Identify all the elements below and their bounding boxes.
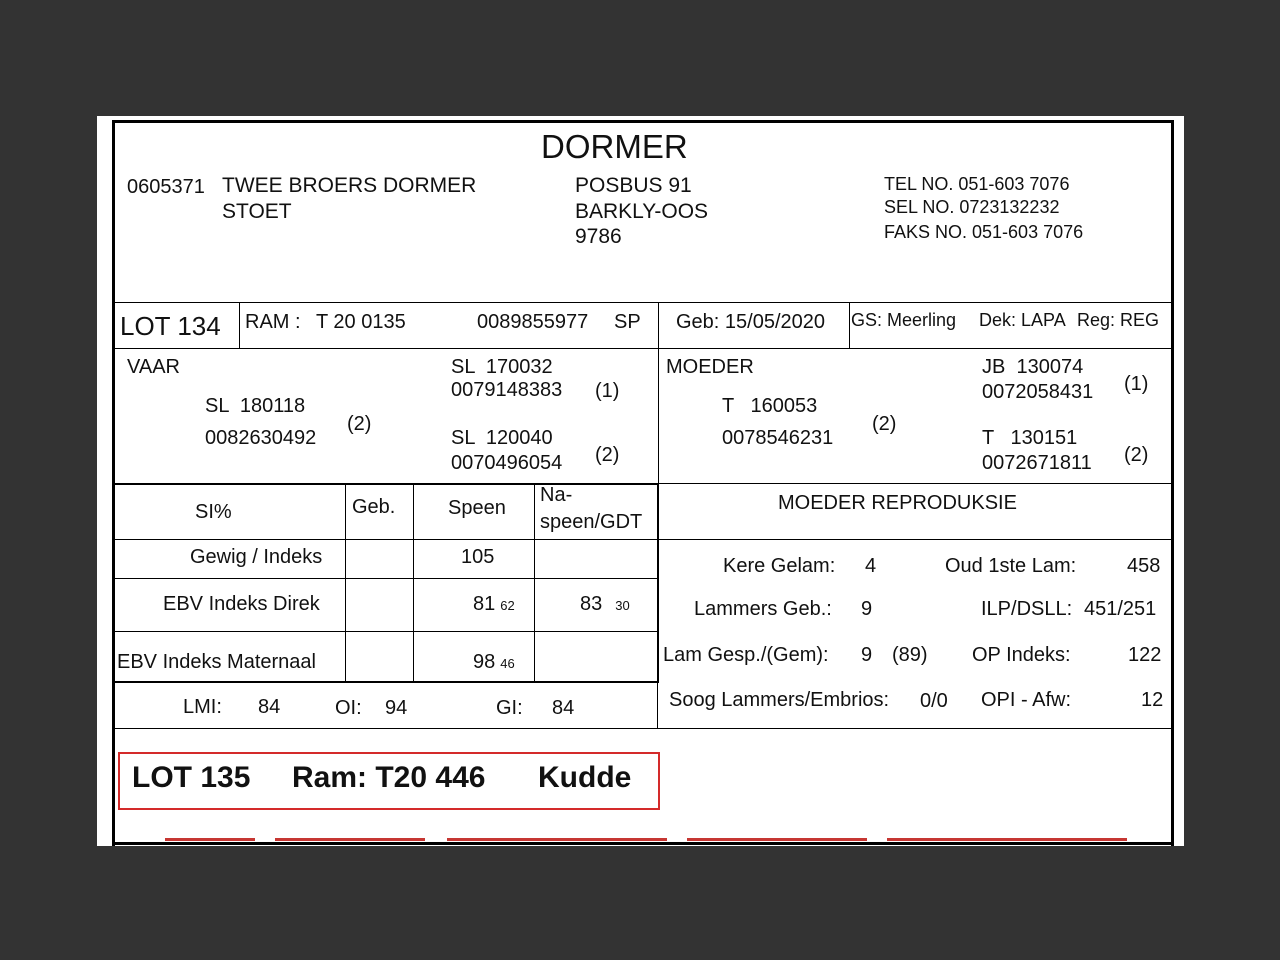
sire-progeny-count: (2) — [347, 413, 372, 435]
row-maternaal-speen-value: 98 — [473, 651, 496, 673]
dam-sire-reg-no: 0072058431 — [982, 381, 1094, 403]
sire-dam-id: SL 120040 — [451, 427, 553, 449]
op-label: OP Indeks: — [972, 644, 1071, 666]
lot-row-bottom-line — [114, 348, 1172, 349]
contact-tel: TEL NO. 051-603 7076 — [884, 174, 1070, 194]
op-value: 122 — [1128, 644, 1162, 666]
perf-header-line — [114, 539, 658, 540]
dam-reg-no: 0078546231 — [722, 427, 834, 449]
frame-top — [113, 120, 1172, 123]
breeder-name-2: STOET — [222, 200, 292, 223]
moeder-label: MOEDER — [666, 356, 754, 378]
birth-date: Geb: 15/05/2020 — [676, 311, 826, 333]
address-line-3: 9786 — [575, 225, 622, 248]
row-direk-speen — [473, 594, 515, 614]
ilp-label: ILP/DSLL: — [981, 598, 1073, 620]
ram-reg-no: 0089855977 — [477, 311, 589, 333]
perf-table-top — [114, 483, 659, 485]
repro-title: MOEDER REPRODUKSIE — [778, 492, 1017, 514]
next-lot-type: Kudde — [538, 761, 632, 794]
gesp-label: Lam Gesp./(Gem): — [663, 644, 829, 666]
lot-row-top-line — [114, 302, 1172, 303]
soog-label: Soog Lammers/Embrios: — [669, 689, 890, 711]
row-direk-speen-value: 81 — [473, 593, 496, 615]
sire-sire-id: SL 170032 — [451, 356, 553, 378]
ram-grade: SP — [614, 311, 641, 333]
perf-col-1 — [345, 484, 346, 682]
indices-divider — [657, 682, 658, 728]
reg-field: Reg: REG — [1077, 310, 1160, 330]
oud-value: 458 — [1127, 555, 1161, 577]
perf-table-bottom — [114, 681, 659, 683]
sire-dam-reg-no: 0070496054 — [451, 452, 563, 474]
lot-divider-1 — [239, 302, 240, 348]
next-lot-number: LOT 135 — [132, 761, 251, 794]
vaar-label: VAAR — [127, 356, 180, 378]
sire-id: SL 180118 — [205, 395, 306, 417]
contact-fax: FAKS NO. 051-603 7076 — [884, 222, 1084, 242]
lot-divider-3 — [849, 302, 850, 348]
kere-label: Kere Gelam: — [723, 555, 836, 577]
sire-dam-count: (2) — [595, 444, 620, 466]
oi-label: OI: — [335, 697, 362, 719]
row-label-gewig: Gewig / Indeks — [190, 546, 323, 568]
ram-label: RAM : — [245, 311, 301, 333]
naspeen-header-1: Na- — [540, 484, 573, 506]
repro-top-line — [659, 483, 1172, 484]
dam-id: T 160053 — [722, 395, 818, 417]
dam-dam-count: (2) — [1124, 444, 1149, 466]
speen-header: Speen — [448, 497, 506, 519]
gi-value: 84 — [552, 697, 575, 719]
dam-sire-count: (1) — [1124, 373, 1149, 395]
sire-sire-count: (1) — [595, 380, 620, 402]
next-lot-ram: Ram: T20 446 — [292, 761, 486, 794]
oi-value: 94 — [385, 697, 408, 719]
row-direk-naspeen-accuracy: 30 — [615, 598, 630, 613]
address-line-2: BARKLY-OOS — [575, 200, 709, 223]
breeder-number: 0605371 — [127, 176, 205, 198]
cutoff-text-fragment — [447, 838, 667, 841]
cutoff-text-fragment — [165, 838, 255, 841]
lmi-value: 84 — [258, 696, 281, 718]
pedigree-divider — [658, 348, 659, 484]
perf-col-3 — [534, 484, 535, 682]
sire-reg-no: 0082630492 — [205, 427, 317, 449]
lot-divider-2 — [658, 302, 659, 348]
perf-table-right — [657, 484, 659, 683]
perf-col-2 — [413, 484, 414, 682]
breeder-name: TWEE BROERS DORMER — [222, 174, 477, 197]
lammers-value: 9 — [861, 598, 873, 620]
dam-progeny-count: (2) — [872, 413, 897, 435]
opi-label: OPI - Afw: — [981, 689, 1072, 711]
row-maternaal-speen — [473, 652, 515, 672]
ilp-value: 451/251 — [1084, 598, 1157, 620]
si-header: SI% — [195, 501, 232, 523]
gesp-value: 9 — [861, 644, 873, 666]
frame-bottom — [113, 842, 1172, 845]
soog-value: 0/0 — [920, 690, 948, 712]
row-maternaal-speen-accuracy: 46 — [500, 656, 515, 671]
row-label-ebv-maternaal: EBV Indeks Maternaal — [117, 651, 316, 673]
gem-value: (89) — [892, 644, 928, 666]
row-direk-naspeen-value: 83 — [580, 593, 603, 615]
ram-id: T 20 0135 — [316, 311, 406, 333]
row-label-ebv-direk: EBV Indeks Direk — [163, 593, 320, 615]
naspeen-header-2: speen/GDT — [540, 511, 643, 533]
address-line-1: POSBUS 91 — [575, 174, 692, 197]
lammers-label: Lammers Geb.: — [694, 598, 832, 620]
dam-dam-id: T 130151 — [982, 427, 1078, 449]
opi-value: 12 — [1141, 689, 1164, 711]
row-direk-naspeen — [580, 594, 630, 614]
dek-field: Dek: LAPA — [979, 310, 1066, 330]
lot-number: LOT 134 — [120, 311, 221, 341]
oud-label: Oud 1ste Lam: — [945, 555, 1077, 577]
perf-row-1-line — [114, 578, 658, 579]
dam-dam-reg-no: 0072671811 — [982, 452, 1092, 474]
repro-title-line — [659, 539, 1172, 540]
perf-row-2-line — [114, 631, 658, 632]
gi-label: GI: — [496, 697, 523, 719]
dam-sire-id: JB 130074 — [982, 356, 1084, 378]
row-gewig-speen: 105 — [461, 546, 495, 568]
sire-sire-reg-no: 0079148383 — [451, 379, 563, 401]
indices-bottom-line — [114, 728, 1172, 729]
geb-header: Geb. — [352, 496, 396, 518]
row-direk-speen-accuracy: 62 — [500, 598, 515, 613]
page-title: DORMER — [541, 128, 688, 165]
gs-field: GS: Meerling — [851, 310, 957, 330]
cutoff-text-fragment — [887, 838, 1127, 841]
lmi-label: LMI: — [183, 696, 222, 718]
kere-value: 4 — [865, 555, 877, 577]
cutoff-text-fragment — [275, 838, 425, 841]
cutoff-text-fragment — [687, 838, 867, 841]
lot-catalog-page — [97, 116, 1184, 846]
contact-sel: SEL NO. 0723132232 — [884, 197, 1060, 217]
